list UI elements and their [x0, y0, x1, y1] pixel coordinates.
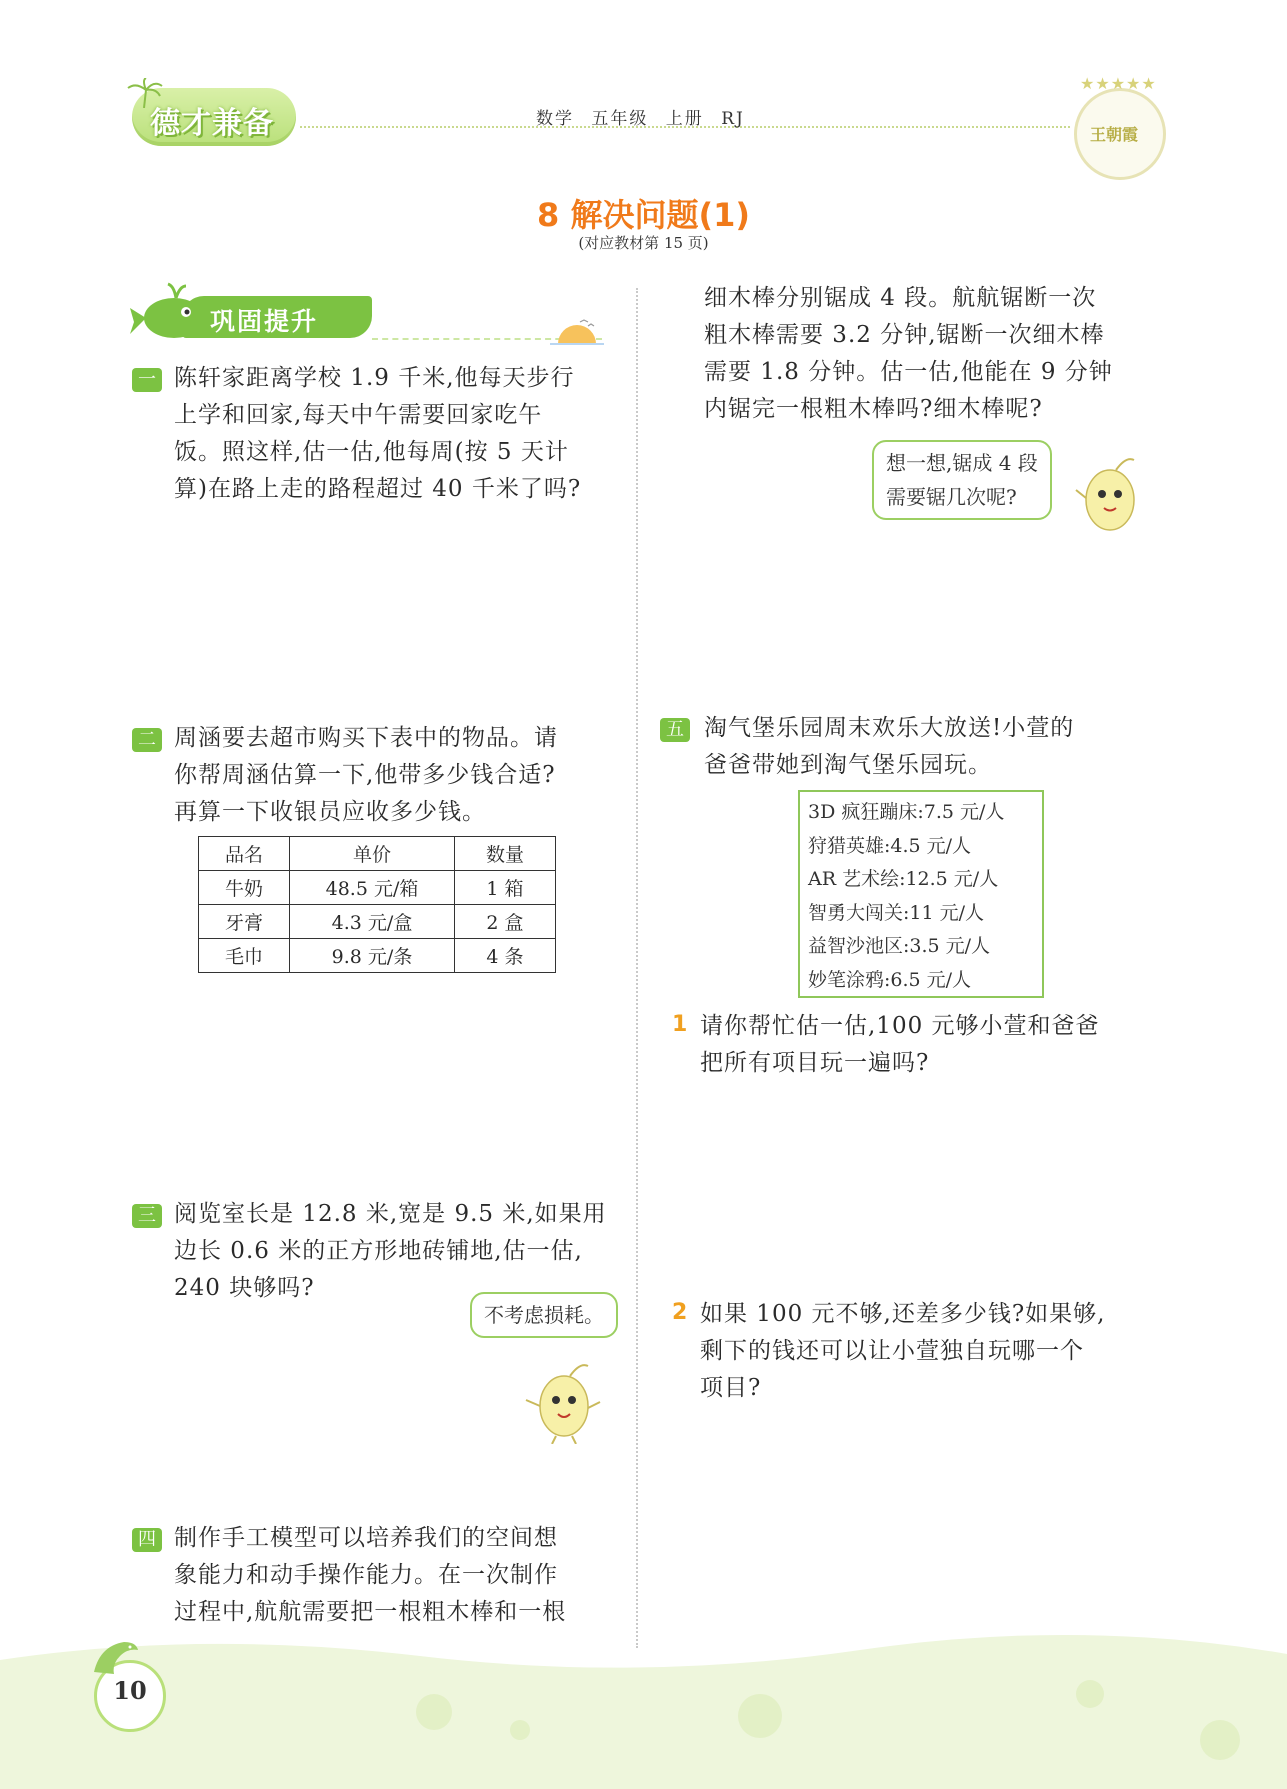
price-item: 益智沙池区:3.5 元/人	[808, 935, 991, 957]
problem-4-line: 需要 1.8 分钟。估一估,他能在 9 分钟	[704, 359, 1113, 385]
problem-1-text	[174, 360, 581, 508]
table-cell: 2 盒	[455, 905, 556, 939]
price-item: AR 艺术绘:12.5 元/人	[808, 868, 999, 890]
problem-5-number: 五	[660, 718, 690, 742]
table-cell: 48.5 元/箱	[290, 871, 455, 905]
subquestion-1-text	[700, 1008, 1100, 1082]
sunset-icon	[550, 316, 604, 346]
hint-bubble	[872, 440, 1052, 520]
subquestion-2-line: 剩下的钱还可以让小萱独自玩哪一个	[700, 1338, 1084, 1364]
price-item: 3D 疯狂蹦床:7.5 元/人	[808, 801, 1005, 823]
problem-4-line: 象能力和动手操作能力。在一次制作	[174, 1562, 558, 1588]
table-cell: 1 箱	[455, 871, 556, 905]
problem-1-line: 陈轩家距离学校 1.9 千米,他每天步行	[174, 365, 575, 391]
shopping-table	[198, 836, 556, 973]
problem-3-text	[174, 1196, 607, 1307]
mascot-icon	[1074, 450, 1144, 540]
problem-3-number: 三	[132, 1204, 162, 1228]
subquestion-2-line: 如果 100 元不够,还差多少钱?如果够,	[700, 1301, 1106, 1327]
problem-4-line: 制作手工模型可以培养我们的空间想	[174, 1525, 558, 1551]
table-row	[199, 871, 556, 905]
table-header: 数量	[455, 837, 556, 871]
problem-3-line: 阅览室长是 12.8 米,宽是 9.5 米,如果用	[174, 1201, 607, 1227]
problem-1-line: 算)在路上走的路程超过 40 千米了吗?	[174, 476, 582, 502]
header-subject: 数学 五年级 上册 RJ	[536, 109, 745, 129]
problem-2-number: 二	[132, 728, 162, 752]
problem-4-text	[174, 1520, 566, 1631]
price-list-box	[798, 790, 1044, 998]
table-cell: 毛巾	[199, 939, 290, 973]
price-item: 狩猎英雄:4.5 元/人	[808, 834, 972, 857]
problem-5-line: 淘气堡乐园周末欢乐大放送!小萱的	[704, 715, 1075, 741]
problem-2-line: 周涵要去超市购买下表中的物品。请	[174, 725, 558, 751]
table-header: 品名	[199, 837, 290, 871]
hint-line: 想一想,锯成 4 段	[886, 451, 1038, 475]
subquestion-2-line: 项目?	[700, 1375, 762, 1401]
page-subtitle: (对应教材第 15 页)	[578, 234, 709, 252]
problem-3-line: 240 块够吗?	[174, 1275, 315, 1301]
problem-1-line: 饭。照这样,估一估,他每周(按 5 天计	[174, 439, 569, 465]
table-cell: 9.8 元/条	[290, 939, 455, 973]
problem-1-line: 上学和回家,每天中午需要回家吃午	[174, 402, 543, 428]
footer-wave	[0, 1620, 1287, 1789]
table-row	[199, 905, 556, 939]
problem-4-line: 粗木棒需要 3.2 分钟,锯断一次细木棒	[704, 322, 1105, 348]
problem-4-line: 过程中,航航需要把一根粗木棒和一根	[174, 1599, 567, 1625]
subquestion-1-line: 请你帮忙估一估,100 元够小萱和爸爸	[700, 1013, 1100, 1039]
whale-icon	[128, 282, 206, 342]
section-banner-label: 巩固提升	[210, 307, 319, 336]
seal-stars-icon: ★★★★★	[1080, 74, 1157, 93]
price-item: 妙笔涂鸦:6.5 元/人	[808, 968, 972, 991]
problem-2-text	[174, 720, 558, 831]
table-cell: 牛奶	[199, 871, 290, 905]
problem-4-number: 四	[132, 1528, 162, 1552]
subquestion-1-line: 把所有项目玩一遍吗?	[700, 1050, 930, 1076]
table-header: 单价	[290, 837, 455, 871]
problem-4-continued-text	[704, 280, 1113, 428]
page-title: 8 解决问题(1)	[537, 196, 750, 234]
problem-3-line: 边长 0.6 米的正方形地砖铺地,估一估,	[174, 1238, 583, 1264]
mascot-icon	[522, 1350, 602, 1444]
hint-bubble: 不考虑损耗。	[470, 1292, 618, 1338]
subquestion-1-number: 1	[672, 1012, 688, 1037]
subquestion-2-number: 2	[672, 1300, 688, 1325]
table-cell: 4.3 元/盒	[290, 905, 455, 939]
dolphin-icon	[90, 1636, 140, 1676]
table-row	[199, 939, 556, 973]
table-header-row	[199, 837, 556, 871]
table-cell: 牙膏	[199, 905, 290, 939]
problem-2-line: 再算一下收银员应收多少钱。	[174, 799, 486, 825]
table-cell: 4 条	[455, 939, 556, 973]
problem-2-line: 你帮周涵估算一下,他带多少钱合适?	[174, 762, 556, 788]
column-divider	[636, 288, 638, 1648]
hint-line: 需要锯几次呢?	[886, 485, 1017, 509]
problem-4-line: 内锯完一根粗木棒吗?细木棒呢?	[704, 396, 1043, 422]
problem-4-line: 细木棒分别锯成 4 段。航航锯断一次	[704, 285, 1097, 311]
problem-5-line: 爸爸带她到淘气堡乐园玩。	[704, 752, 992, 778]
page-number: 10	[113, 1676, 147, 1705]
subquestion-2-text	[700, 1296, 1105, 1407]
brand-title: 德才兼备	[150, 106, 274, 141]
problem-5-text	[704, 710, 1074, 784]
price-item: 智勇大闯关:11 元/人	[808, 901, 985, 924]
seal-name: 王朝霞	[1090, 125, 1139, 144]
problem-1-number: 一	[132, 368, 162, 392]
